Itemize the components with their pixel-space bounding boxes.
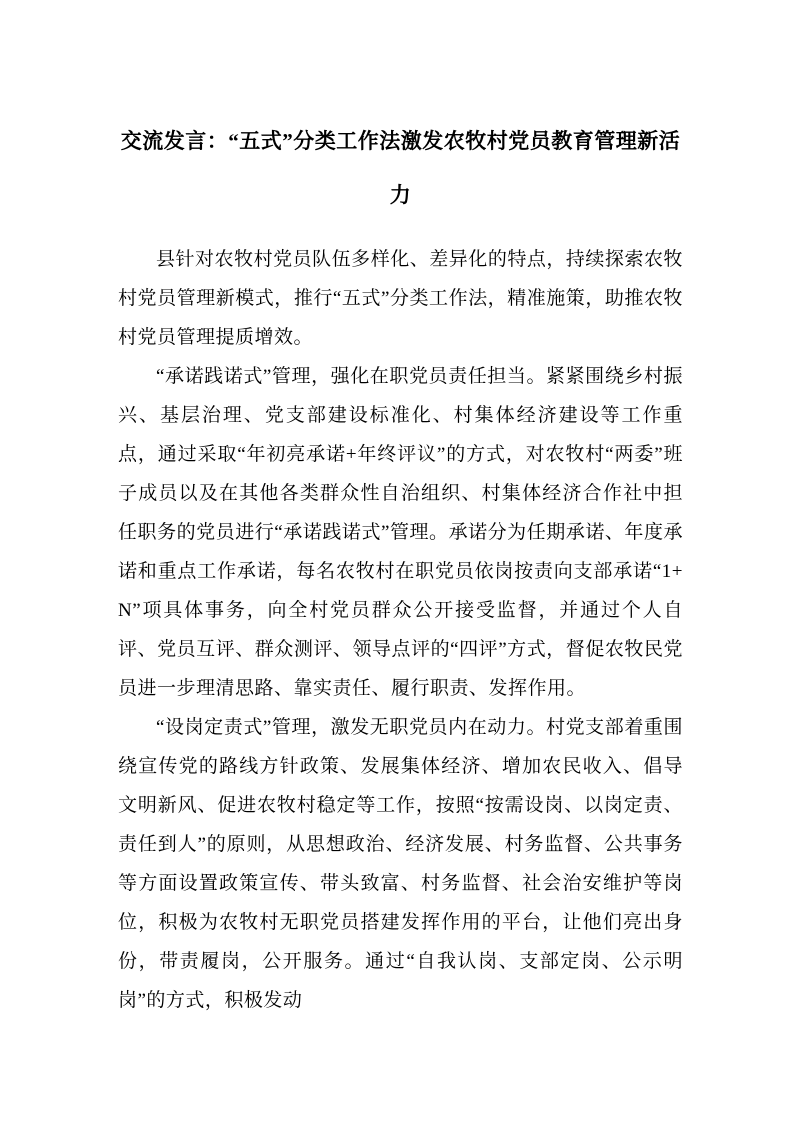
body-paragraph-chengnuo-jiannuo: “承诺践诺式”管理，强化在职党员责任担当。紧紧围绕乡村振兴、基层治理、党支部建设标准化、村集体经济建设等工作重点，通过采取“年初亮承诺+年终评议”的方式，对农牧村“两委”班子成员以及在其他各类群众性自治组织、村集体经济合作社中担任职务的党员进行“承诺践诺式”管理。承诺分为任期承诺、年度承诺和重点工作承诺，每名农牧村在职党员依岗按责向支部承诺“1+N”项具体事务，向全村党员群众公开接受监督，并通过个人自评、党员互评、群众测评、领导点评的“四评”方式，督促农牧民党员进一步理清思路、靠实责任、履行职责、发挥作用。 [118, 366, 683, 699]
document-title: 交流发言：“五式”分类工作法激发农牧村党员教育管理新活力 [120, 129, 681, 207]
body-paragraph-intro: 县针对农牧村党员队伍多样化、差异化的特点，持续探索农牧村党员管理新模式，推行“五式”分类工作法，精准施策，助推农牧村党员管理提质增效。 [118, 249, 683, 348]
document-body [118, 240, 683, 1020]
body-paragraph-shegang-dingze: “设岗定责式”管理，激发无职党员内在动力。村党支部着重围绕宣传党的路线方针政策、发展集体经济、增加农民收入、倡导文明新风、促进农牧村稳定等工作，按照“按需设岗、以岗定责、责任到人”的原则，从思想政治、经济发展、村务监督、公共事务等方面设置政策宣传、带头致富、村务监督、社会治安维护等岗位，积极为农牧村无职党员搭建发挥作用的平台，让他们亮出身份，带责履岗，公开服务。通过“自我认岗、支部定岗、公示明岗”的方式，积极发动 [118, 717, 683, 1011]
